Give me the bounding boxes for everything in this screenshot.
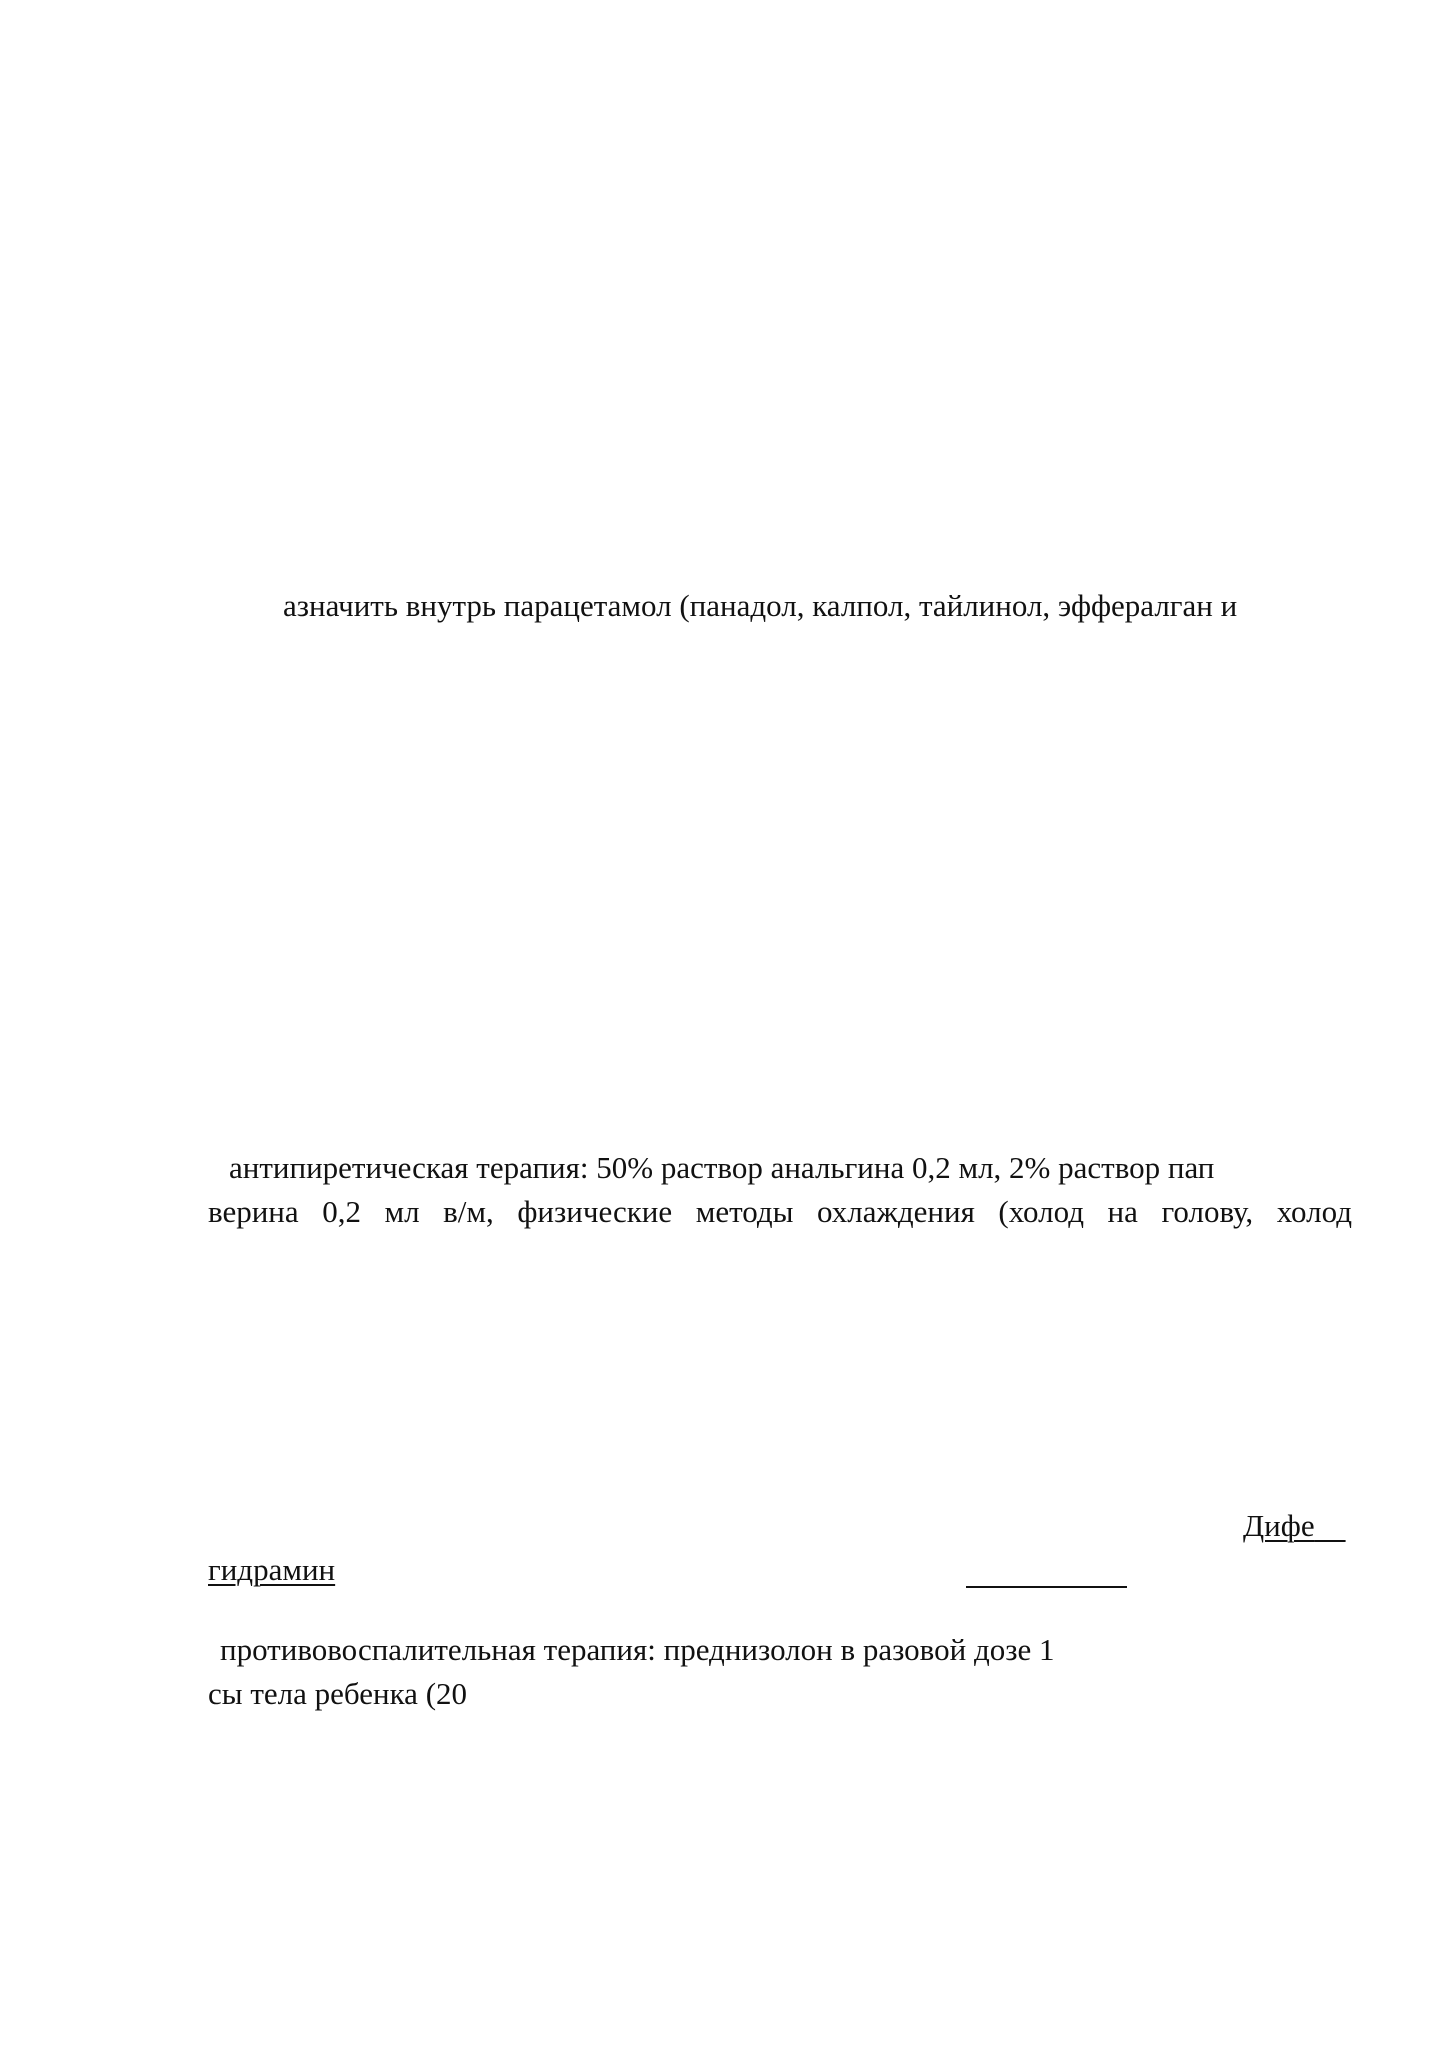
paracetamol-text-line: азначить внутрь парацетамол (панадол, калпол, тайлинол, эффералган и bbox=[283, 588, 1238, 623]
underlined-text-gidramin: гидрамин bbox=[208, 1552, 336, 1587]
antipyretic-therapy-line-1: антипиретическая терапия: 50% раствор анальгина 0,2 мл, 2% раствор пап bbox=[229, 1150, 1215, 1185]
blank-underline-rule bbox=[966, 1586, 1127, 1588]
underlined-text-dife: Дифе bbox=[1243, 1508, 1315, 1543]
anti-inflammatory-therapy-line-1: противовоспалительная терапия: преднизолон в разовой дозе 1 bbox=[220, 1632, 1055, 1667]
anti-inflammatory-therapy-line-2: сы тела ребенка (20 bbox=[208, 1676, 468, 1711]
antipyretic-therapy-line-2: верина 0,2 мл в/м, физические методы охлаждения (холод на голову, холод bbox=[208, 1194, 1352, 1229]
